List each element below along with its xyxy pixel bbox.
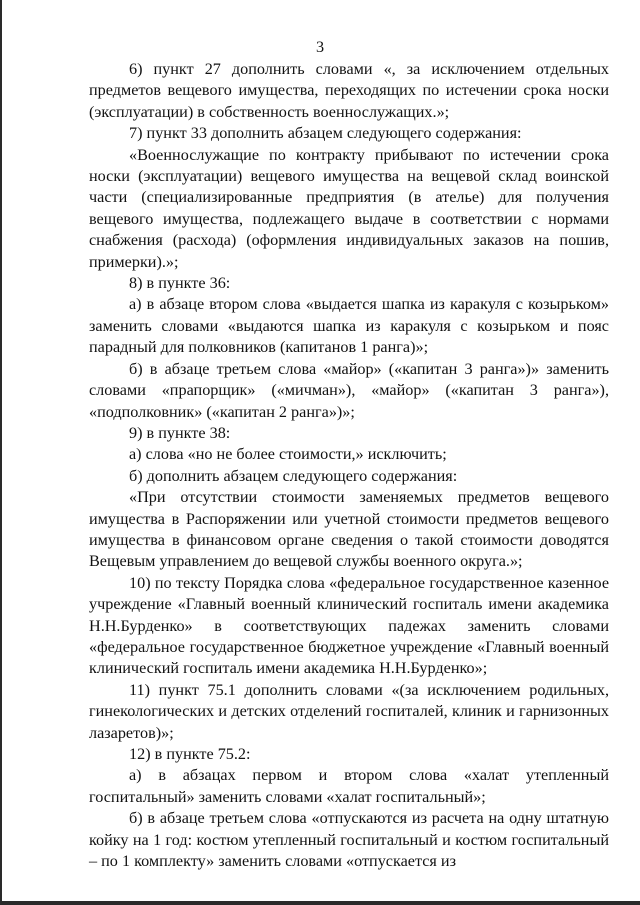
paragraph-item-6: 6) пункт 27 дополнить словами «, за исключением отдельных предметов вещевого имущества, переходящих по истечении срока носки (эксплуатации) в собственность военнослужащих.»; (89, 60, 609, 121)
paragraph-item-7-quote: «Военнослужащие по контракту прибывают по истечении срока носки (эксплуатации) вещевого имущества на вещевой склад воинской части (специализированные предприятия (в ателье) для получения вещевого имущества, подлежащего выдаче в соответствии с нормами снабжения (расхода) (оформления индивидуальных заказов на пошив, примерки).»; (89, 145, 609, 271)
page-number: 3 (315, 38, 325, 56)
paragraph-item-9: 9) в пункте 38: (129, 423, 231, 442)
paragraph-item-9b-quote: «При отсутствии стоимости заменяемых предметов вещевого имущества в Распоряжении или учетной стоимости предметов вещевого имущества в финансовом органе сведения о такой стоимости доводятся Вещевым управлением до вещевой службы военного округа.»; (89, 488, 609, 571)
document-body (89, 59, 609, 872)
scan-edge-bottom (0, 901, 640, 905)
paragraph-item-8a: а) в абзаце втором слова «выдается шапка из каракуля с козырьком» заменить словами «выдаются шапка из каракуля с козырьком и пояс парадный для полковников (капитанов 1 ранга)»; (89, 295, 609, 357)
paragraph-item-8b: б) в абзаце третьем слова «майор» («капитан 3 ранга»)» заменить словами «прапорщик» («мичман»), «майор» («капитан 3 ранга»), «подполковник» («капитан 2 ранга»)»; (89, 359, 609, 421)
paragraph-item-9b: б) дополнить абзацем следующего содержания: (129, 466, 458, 485)
paragraph-item-9a: а) слова «но не более стоимости,» исключить; (129, 445, 447, 464)
scan-edge-left (0, 0, 2, 905)
paragraph-item-12a: а) в абзацах первом и втором слова «халат утепленный госпитальный» заменить словами «халат госпитальный»; (89, 766, 609, 806)
paragraph-item-12: 12) в пункте 75.2: (129, 745, 251, 763)
paragraph-item-8: 8) в пункте 36: (129, 274, 231, 293)
paragraph-item-12b: б) в абзаце третьем слова «отпускаются из расчета на одну штатную койку на 1 год: костюм утепленный госпитальный и костюм госпитальный – по 1 комплекту» заменить словами «отпускается из (89, 809, 609, 871)
paragraph-item-10: 10) по тексту Порядка слова «федеральное государственное казенное учреждение «Главный военный клинический госпиталь имени академика Н.Н.Бурденко» в соответствующих падежах заменить словами «федеральное государственное бюджетное учреждение «Главный военный клинический госпиталь имени академика Н.Н.Бурденко»; (89, 573, 609, 678)
paragraph-item-11: 11) пункт 75.1 дополнить словами «(за исключением родильных, гинекологических и детских отделений госпиталей, клиник и гарнизонных лазаретов)»; (89, 680, 609, 742)
paragraph-item-7: 7) пункт 33 дополнить абзацем следующего содержания: (129, 124, 522, 143)
